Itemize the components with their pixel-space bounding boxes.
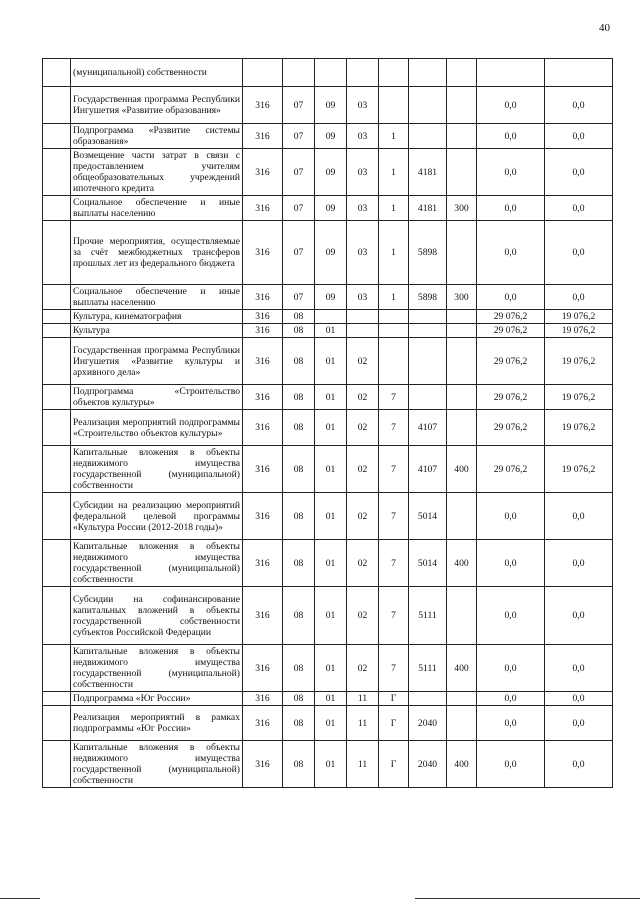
row-margin-cell <box>43 587 71 645</box>
subsection-code-cell: 01 <box>315 493 347 540</box>
activity-code-cell <box>409 124 447 149</box>
expense-type-cell: 400 <box>447 446 477 493</box>
section-code-cell: 08 <box>283 587 315 645</box>
row-margin-cell <box>43 59 71 87</box>
expense-type-cell <box>447 310 477 324</box>
subprogram-code-cell: 1 <box>379 124 409 149</box>
subprogram-code-cell <box>379 338 409 385</box>
subsection-code-cell: 09 <box>315 124 347 149</box>
row-name-cell: Культура <box>71 324 243 338</box>
row-name-cell: Реализация мероприятий в рамках подпрограммы «Юг России» <box>71 706 243 741</box>
ministry-code-cell: 316 <box>243 706 283 741</box>
amount-1-cell: 29 076,2 <box>477 310 545 324</box>
row-name-cell: Капитальные вложения в объекты недвижимого имущества государственной (муниципальной) собственности <box>71 645 243 692</box>
row-name-cell: Подпрограмма «Развитие системы образования» <box>71 124 243 149</box>
ministry-code-cell: 316 <box>243 149 283 196</box>
expense-type-cell <box>447 587 477 645</box>
subsection-code-cell <box>315 310 347 324</box>
page-number: 40 <box>599 22 610 34</box>
subprogram-code-cell: 1 <box>379 196 409 221</box>
expense-type-cell: 400 <box>447 540 477 587</box>
table-row <box>43 149 613 196</box>
ministry-code-cell: 316 <box>243 196 283 221</box>
row-margin-cell <box>43 285 71 310</box>
activity-code-cell: 4181 <box>409 196 447 221</box>
amount-1-cell: 0,0 <box>477 285 545 310</box>
amount-1-cell: 0,0 <box>477 493 545 540</box>
expense-type-cell <box>447 324 477 338</box>
ministry-code-cell: 316 <box>243 493 283 540</box>
expense-type-cell <box>447 692 477 706</box>
table-row <box>43 645 613 692</box>
expense-type-cell: 400 <box>447 741 477 788</box>
amount-2-cell: 0,0 <box>545 706 613 741</box>
table-row <box>43 324 613 338</box>
expense-type-cell <box>447 410 477 446</box>
program-code-cell: 02 <box>347 385 379 410</box>
row-margin-cell <box>43 493 71 540</box>
section-code-cell: 08 <box>283 410 315 446</box>
table-row <box>43 410 613 446</box>
program-code-cell <box>347 59 379 87</box>
row-margin-cell <box>43 338 71 385</box>
section-code-cell: 07 <box>283 285 315 310</box>
table-row <box>43 310 613 324</box>
subprogram-code-cell: 1 <box>379 221 409 285</box>
amount-1-cell: 0,0 <box>477 196 545 221</box>
section-code-cell: 08 <box>283 645 315 692</box>
program-code-cell: 03 <box>347 149 379 196</box>
expense-type-cell <box>447 149 477 196</box>
program-code-cell <box>347 310 379 324</box>
program-code-cell: 02 <box>347 645 379 692</box>
program-code-cell: 03 <box>347 196 379 221</box>
section-code-cell: 07 <box>283 221 315 285</box>
subprogram-code-cell: 7 <box>379 645 409 692</box>
activity-code-cell: 5014 <box>409 540 447 587</box>
table-row <box>43 59 613 87</box>
section-code-cell: 08 <box>283 692 315 706</box>
activity-code-cell <box>409 385 447 410</box>
amount-1-cell: 29 076,2 <box>477 338 545 385</box>
amount-2-cell: 0,0 <box>545 692 613 706</box>
table-row <box>43 221 613 285</box>
program-code-cell <box>347 324 379 338</box>
row-margin-cell <box>43 385 71 410</box>
expense-type-cell <box>447 493 477 540</box>
subsection-code-cell: 01 <box>315 446 347 493</box>
ministry-code-cell <box>243 59 283 87</box>
row-margin-cell <box>43 221 71 285</box>
activity-code-cell: 5111 <box>409 587 447 645</box>
expense-type-cell <box>447 221 477 285</box>
row-name-cell: Государственная программа Республики Ингушетия «Развитие образования» <box>71 87 243 124</box>
row-name-cell: Реализация мероприятий подпрограммы «Строительство объектов культуры» <box>71 410 243 446</box>
ministry-code-cell: 316 <box>243 385 283 410</box>
row-margin-cell <box>43 410 71 446</box>
ministry-code-cell: 316 <box>243 124 283 149</box>
amount-2-cell: 0,0 <box>545 87 613 124</box>
subsection-code-cell: 01 <box>315 338 347 385</box>
amount-1-cell: 0,0 <box>477 221 545 285</box>
row-name-cell: Социальное обеспечение и иные выплаты населению <box>71 285 243 310</box>
subsection-code-cell: 09 <box>315 149 347 196</box>
ministry-code-cell: 316 <box>243 645 283 692</box>
ministry-code-cell: 316 <box>243 87 283 124</box>
activity-code-cell <box>409 692 447 706</box>
amount-2-cell: 0,0 <box>545 540 613 587</box>
amount-1-cell: 0,0 <box>477 692 545 706</box>
amount-2-cell: 19 076,2 <box>545 446 613 493</box>
section-code-cell: 08 <box>283 324 315 338</box>
program-code-cell: 11 <box>347 706 379 741</box>
row-margin-cell <box>43 310 71 324</box>
row-name-cell: Подпрограмма «Строительство объектов культуры» <box>71 385 243 410</box>
amount-1-cell: 29 076,2 <box>477 446 545 493</box>
amount-2-cell: 19 076,2 <box>545 338 613 385</box>
expense-type-cell: 300 <box>447 196 477 221</box>
ministry-code-cell: 316 <box>243 285 283 310</box>
subprogram-code-cell: 7 <box>379 493 409 540</box>
subsection-code-cell: 09 <box>315 87 347 124</box>
expense-type-cell <box>447 706 477 741</box>
table-row <box>43 338 613 385</box>
row-name-cell: Государственная программа Республики Ингушетия «Развитие культуры и архивного дела» <box>71 338 243 385</box>
amount-1-cell: 0,0 <box>477 645 545 692</box>
section-code-cell: 07 <box>283 87 315 124</box>
row-margin-cell <box>43 540 71 587</box>
amount-1-cell: 29 076,2 <box>477 324 545 338</box>
subprogram-code-cell: 7 <box>379 410 409 446</box>
row-name-cell: Социальное обеспечение и иные выплаты населению <box>71 196 243 221</box>
subprogram-code-cell <box>379 324 409 338</box>
program-code-cell: 02 <box>347 540 379 587</box>
activity-code-cell: 4181 <box>409 149 447 196</box>
subprogram-code-cell: 1 <box>379 149 409 196</box>
subsection-code-cell: 01 <box>315 645 347 692</box>
row-name-cell: Субсидии на реализацию мероприятий федеральной целевой программы «Культура России (2012-2018 годы)» <box>71 493 243 540</box>
table-row <box>43 741 613 788</box>
table-row <box>43 493 613 540</box>
scan-artifact-line <box>0 898 40 899</box>
subsection-code-cell: 01 <box>315 587 347 645</box>
row-name-cell: (муниципальной) собственности <box>71 59 243 87</box>
row-margin-cell <box>43 741 71 788</box>
program-code-cell: 11 <box>347 692 379 706</box>
amount-2-cell: 19 076,2 <box>545 410 613 446</box>
amount-1-cell: 0,0 <box>477 124 545 149</box>
row-margin-cell <box>43 692 71 706</box>
table-row <box>43 706 613 741</box>
amount-1-cell <box>477 59 545 87</box>
program-code-cell: 03 <box>347 87 379 124</box>
amount-1-cell: 0,0 <box>477 87 545 124</box>
activity-code-cell <box>409 59 447 87</box>
row-margin-cell <box>43 706 71 741</box>
amount-2-cell: 0,0 <box>545 149 613 196</box>
expense-type-cell <box>447 59 477 87</box>
subprogram-code-cell: 7 <box>379 446 409 493</box>
table-row <box>43 385 613 410</box>
section-code-cell: 08 <box>283 741 315 788</box>
section-code-cell: 07 <box>283 124 315 149</box>
activity-code-cell: 5898 <box>409 221 447 285</box>
section-code-cell: 07 <box>283 196 315 221</box>
subprogram-code-cell: Г <box>379 692 409 706</box>
row-margin-cell <box>43 196 71 221</box>
amount-2-cell: 0,0 <box>545 645 613 692</box>
row-name-cell: Капитальные вложения в объекты недвижимого имущества государственной (муниципальной) собственности <box>71 540 243 587</box>
row-margin-cell <box>43 324 71 338</box>
amount-1-cell: 0,0 <box>477 706 545 741</box>
amount-1-cell: 29 076,2 <box>477 410 545 446</box>
row-margin-cell <box>43 149 71 196</box>
row-margin-cell <box>43 87 71 124</box>
row-name-cell: Субсидии на софинансирование капитальных вложений в объекты государственной собственности субъектов Российской Федерации <box>71 587 243 645</box>
amount-2-cell: 0,0 <box>545 741 613 788</box>
row-name-cell: Возмещение части затрат в связи с предоставлением учителям общеобразовательных учреждений ипотечного кредита <box>71 149 243 196</box>
table-row <box>43 285 613 310</box>
expense-type-cell <box>447 87 477 124</box>
activity-code-cell: 4107 <box>409 446 447 493</box>
table-row <box>43 587 613 645</box>
budget-table <box>42 58 613 788</box>
amount-2-cell: 19 076,2 <box>545 310 613 324</box>
program-code-cell: 02 <box>347 410 379 446</box>
subprogram-code-cell: 7 <box>379 587 409 645</box>
subsection-code-cell: 09 <box>315 285 347 310</box>
activity-code-cell <box>409 324 447 338</box>
activity-code-cell: 4107 <box>409 410 447 446</box>
section-code-cell: 08 <box>283 706 315 741</box>
ministry-code-cell: 316 <box>243 741 283 788</box>
amount-2-cell: 19 076,2 <box>545 385 613 410</box>
section-code-cell: 08 <box>283 338 315 385</box>
program-code-cell: 03 <box>347 124 379 149</box>
section-code-cell: 08 <box>283 310 315 324</box>
section-code-cell: 07 <box>283 149 315 196</box>
ministry-code-cell: 316 <box>243 692 283 706</box>
table-row <box>43 692 613 706</box>
amount-2-cell: 19 076,2 <box>545 324 613 338</box>
section-code-cell: 08 <box>283 540 315 587</box>
subsection-code-cell: 01 <box>315 324 347 338</box>
program-code-cell: 02 <box>347 493 379 540</box>
ministry-code-cell: 316 <box>243 410 283 446</box>
program-code-cell: 02 <box>347 446 379 493</box>
table-row <box>43 446 613 493</box>
amount-2-cell: 0,0 <box>545 285 613 310</box>
table-row <box>43 87 613 124</box>
activity-code-cell: 2040 <box>409 741 447 788</box>
subprogram-code-cell: Г <box>379 706 409 741</box>
subprogram-code-cell <box>379 87 409 124</box>
subsection-code-cell: 01 <box>315 410 347 446</box>
subprogram-code-cell: 7 <box>379 540 409 587</box>
scan-artifact-line <box>415 898 640 899</box>
subsection-code-cell: 01 <box>315 385 347 410</box>
subprogram-code-cell: 1 <box>379 285 409 310</box>
program-code-cell: 02 <box>347 338 379 385</box>
amount-1-cell: 29 076,2 <box>477 385 545 410</box>
table-row <box>43 124 613 149</box>
subsection-code-cell: 01 <box>315 741 347 788</box>
section-code-cell: 08 <box>283 446 315 493</box>
activity-code-cell: 5898 <box>409 285 447 310</box>
amount-1-cell: 0,0 <box>477 540 545 587</box>
activity-code-cell: 2040 <box>409 706 447 741</box>
subprogram-code-cell <box>379 310 409 324</box>
subsection-code-cell: 09 <box>315 196 347 221</box>
subprogram-code-cell: Г <box>379 741 409 788</box>
subsection-code-cell: 09 <box>315 221 347 285</box>
ministry-code-cell: 316 <box>243 324 283 338</box>
expense-type-cell <box>447 338 477 385</box>
ministry-code-cell: 316 <box>243 587 283 645</box>
subsection-code-cell: 01 <box>315 540 347 587</box>
amount-1-cell: 0,0 <box>477 149 545 196</box>
subsection-code-cell <box>315 59 347 87</box>
subprogram-code-cell <box>379 59 409 87</box>
activity-code-cell <box>409 87 447 124</box>
amount-1-cell: 0,0 <box>477 587 545 645</box>
activity-code-cell <box>409 310 447 324</box>
ministry-code-cell: 316 <box>243 540 283 587</box>
amount-2-cell <box>545 59 613 87</box>
row-name-cell: Капитальные вложения в объекты недвижимого имущества государственной (муниципальной) собственности <box>71 741 243 788</box>
section-code-cell <box>283 59 315 87</box>
row-margin-cell <box>43 124 71 149</box>
activity-code-cell: 5014 <box>409 493 447 540</box>
activity-code-cell <box>409 338 447 385</box>
section-code-cell: 08 <box>283 385 315 410</box>
row-name-cell: Прочие мероприятия, осуществляемые за счёт межбюджетных трансферов прошлых лет из федерального бюджета <box>71 221 243 285</box>
section-code-cell: 08 <box>283 493 315 540</box>
row-name-cell: Капитальные вложения в объекты недвижимого имущества государственной (муниципальной) собственности <box>71 446 243 493</box>
table-row <box>43 196 613 221</box>
ministry-code-cell: 316 <box>243 310 283 324</box>
program-code-cell: 02 <box>347 587 379 645</box>
program-code-cell: 03 <box>347 221 379 285</box>
ministry-code-cell: 316 <box>243 338 283 385</box>
amount-2-cell: 0,0 <box>545 587 613 645</box>
expense-type-cell: 400 <box>447 645 477 692</box>
expense-type-cell <box>447 124 477 149</box>
amount-2-cell: 0,0 <box>545 196 613 221</box>
expense-type-cell <box>447 385 477 410</box>
ministry-code-cell: 316 <box>243 446 283 493</box>
row-margin-cell <box>43 446 71 493</box>
row-name-cell: Культура, кинематография <box>71 310 243 324</box>
amount-1-cell: 0,0 <box>477 741 545 788</box>
table-row <box>43 540 613 587</box>
amount-2-cell: 0,0 <box>545 493 613 540</box>
amount-2-cell: 0,0 <box>545 124 613 149</box>
subprogram-code-cell: 7 <box>379 385 409 410</box>
row-name-cell: Подпрограмма «Юг России» <box>71 692 243 706</box>
subsection-code-cell: 01 <box>315 706 347 741</box>
row-margin-cell <box>43 645 71 692</box>
subsection-code-cell: 01 <box>315 692 347 706</box>
activity-code-cell: 5111 <box>409 645 447 692</box>
program-code-cell: 03 <box>347 285 379 310</box>
program-code-cell: 11 <box>347 741 379 788</box>
expense-type-cell: 300 <box>447 285 477 310</box>
ministry-code-cell: 316 <box>243 221 283 285</box>
amount-2-cell: 0,0 <box>545 221 613 285</box>
